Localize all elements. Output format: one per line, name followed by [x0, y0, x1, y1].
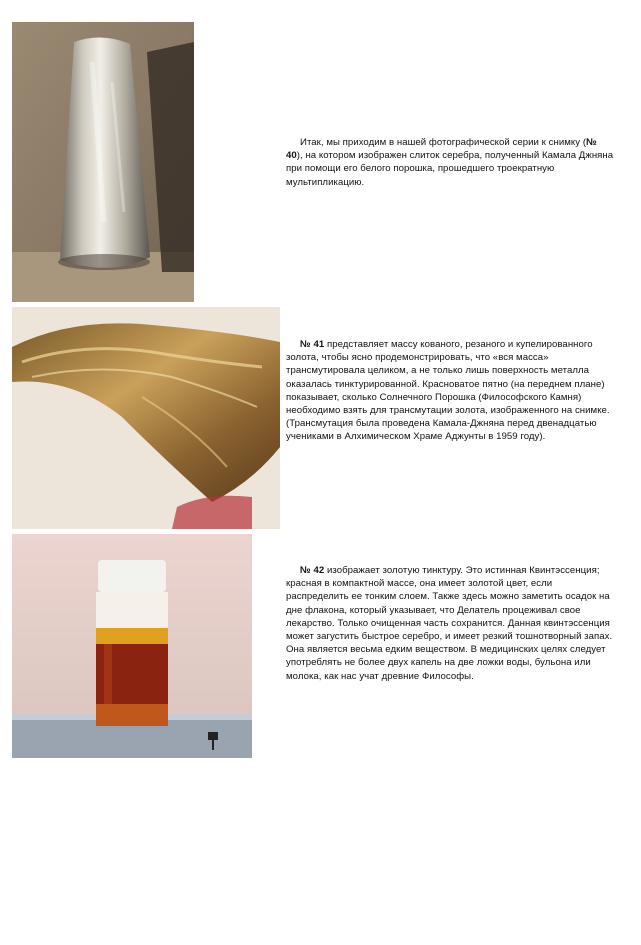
- photo-ref-42: № 42: [300, 565, 325, 576]
- section-40-text: [286, 136, 616, 189]
- section-42-post: изображает золотую тинктуру. Это истинная Квинтэссенция; красная в компактной массе, она имеет золотой цвет, если распределить ее тонким слоем. Также здесь можно заметить осадок на дне флакона, который указывает, что Делатель процеживал свое лекарство. Только очищенная часть сохранится. Данная квинтэссенция может загустить быстрое серебро, и имеет резкий тошнотворный запах. Она является весьма едким веществом. В медицинских целях следует употреблять не более двух капель на две ложки воды, бульона или молока, как нас учат древние Философы.: [286, 565, 613, 682]
- section-42-text: [286, 564, 616, 683]
- silver-ingot-photo: [12, 22, 194, 302]
- tincture-bottle-photo: [12, 534, 252, 758]
- photo-ref-40: № 40: [286, 137, 597, 162]
- section-40-pre: Итак, мы приходим в нашей фотографической серии к снимку (: [300, 137, 587, 148]
- section-40-post: ), на котором изображен слиток серебра, полученный Камала Джняна при помощи его белого порошка, прошедшего троекратную мультипликацию.: [286, 150, 614, 188]
- gold-mass-photo: [12, 307, 280, 529]
- section-41-text: [286, 338, 616, 444]
- photo-ref-41: № 41: [300, 339, 325, 350]
- section-41-post: представляет массу кованого, резаного и купелированного золота, чтобы ясно продемонстрировать, что «вся масса» трансмутировала целиком, а не только лишь поверхность металла оказалась тинктурированной. Красноватое пятно (на переднем плане) показывает, сколько Солнечного Порошка (Философского Камня) необходимо взять для трансмутации золота, изображенного на снимке. (Трансмутация была проведена Камала-Джняна перед двенадцатью учениками в Алхимическом Храме Аджунты в 1959 году).: [286, 339, 610, 443]
